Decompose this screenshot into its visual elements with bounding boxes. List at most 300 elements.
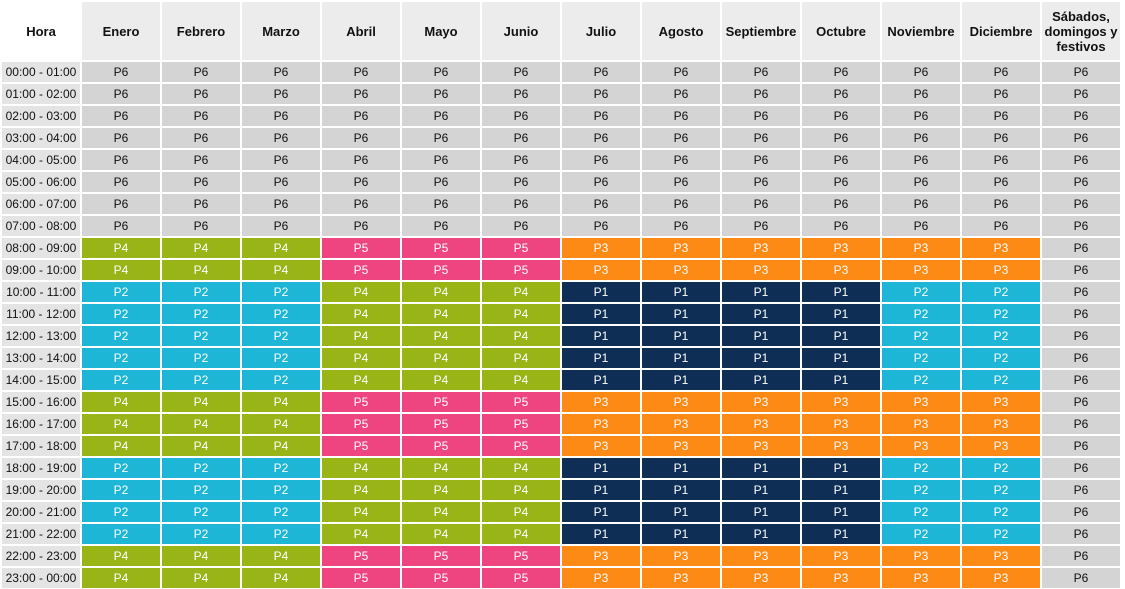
period-cell: P3 — [722, 436, 800, 456]
period-cell: P3 — [642, 238, 720, 258]
period-cell: P6 — [562, 84, 640, 104]
period-cell: P1 — [642, 458, 720, 478]
period-cell: P6 — [802, 128, 880, 148]
period-cell: P4 — [482, 282, 560, 302]
period-cell: P5 — [402, 568, 480, 588]
period-cell: P1 — [722, 502, 800, 522]
header-month-abril: Abril — [322, 2, 400, 60]
period-cell: P5 — [482, 238, 560, 258]
period-cell: P6 — [82, 84, 160, 104]
period-cell: P6 — [1042, 436, 1120, 456]
period-cell: P6 — [642, 150, 720, 170]
period-cell: P6 — [482, 62, 560, 82]
period-cell: P6 — [1042, 282, 1120, 302]
period-cell: P5 — [322, 260, 400, 280]
period-cell: P3 — [962, 238, 1040, 258]
period-cell: P3 — [722, 238, 800, 258]
period-cell: P5 — [322, 392, 400, 412]
period-cell: P1 — [562, 502, 640, 522]
period-cell: P4 — [82, 414, 160, 434]
period-cell: P3 — [802, 546, 880, 566]
period-cell: P6 — [402, 216, 480, 236]
period-cell: P2 — [82, 480, 160, 500]
period-cell: P3 — [562, 546, 640, 566]
period-cell: P4 — [482, 326, 560, 346]
period-cell: P4 — [242, 260, 320, 280]
period-cell: P6 — [802, 150, 880, 170]
period-cell: P6 — [162, 84, 240, 104]
header-month-octubre: Octubre — [802, 2, 880, 60]
period-cell: P5 — [322, 436, 400, 456]
period-cell: P6 — [722, 62, 800, 82]
period-cell: P2 — [162, 370, 240, 390]
period-cell: P2 — [82, 304, 160, 324]
period-cell: P4 — [242, 414, 320, 434]
period-cell: P6 — [562, 172, 640, 192]
period-cell: P1 — [722, 458, 800, 478]
header-month-diciembre: Diciembre — [962, 2, 1040, 60]
period-cell: P2 — [82, 502, 160, 522]
period-cell: P4 — [482, 524, 560, 544]
period-cell: P2 — [962, 348, 1040, 368]
period-cell: P2 — [162, 458, 240, 478]
period-cell: P1 — [642, 502, 720, 522]
header-month-julio: Julio — [562, 2, 640, 60]
hour-label: 09:00 - 10:00 — [2, 260, 80, 280]
period-cell: P2 — [242, 304, 320, 324]
period-cell: P3 — [802, 392, 880, 412]
period-cell: P3 — [562, 568, 640, 588]
period-cell: P6 — [322, 194, 400, 214]
period-cell: P6 — [642, 84, 720, 104]
period-cell: P4 — [402, 348, 480, 368]
period-cell: P6 — [642, 128, 720, 148]
period-cell: P2 — [162, 480, 240, 500]
period-cell: P4 — [482, 370, 560, 390]
period-cell: P3 — [802, 414, 880, 434]
period-cell: P6 — [1042, 568, 1120, 588]
period-cell: P2 — [962, 304, 1040, 324]
period-cell: P3 — [802, 238, 880, 258]
period-cell: P6 — [482, 128, 560, 148]
hour-label: 03:00 - 04:00 — [2, 128, 80, 148]
hour-label: 05:00 - 06:00 — [2, 172, 80, 192]
period-cell: P2 — [242, 348, 320, 368]
period-cell: P3 — [562, 238, 640, 258]
period-cell: P6 — [642, 62, 720, 82]
period-cell: P1 — [722, 370, 800, 390]
period-cell: P2 — [882, 480, 960, 500]
period-cell: P6 — [482, 216, 560, 236]
period-cell: P1 — [802, 524, 880, 544]
period-cell: P2 — [162, 502, 240, 522]
period-cell: P6 — [82, 106, 160, 126]
period-cell: P4 — [162, 392, 240, 412]
period-cell: P1 — [722, 480, 800, 500]
period-cell: P6 — [1042, 216, 1120, 236]
period-cell: P2 — [882, 348, 960, 368]
period-cell: P3 — [562, 436, 640, 456]
period-cell: P6 — [482, 194, 560, 214]
period-cell: P6 — [962, 216, 1040, 236]
period-cell: P1 — [562, 282, 640, 302]
period-cell: P3 — [642, 392, 720, 412]
period-cell: P6 — [322, 150, 400, 170]
period-cell: P6 — [882, 106, 960, 126]
period-cell: P4 — [82, 436, 160, 456]
period-cell: P4 — [162, 414, 240, 434]
period-cell: P1 — [562, 370, 640, 390]
period-cell: P4 — [322, 326, 400, 346]
period-cell: P6 — [402, 194, 480, 214]
period-cell: P6 — [402, 150, 480, 170]
period-cell: P3 — [722, 392, 800, 412]
period-cell: P4 — [322, 480, 400, 500]
period-cell: P6 — [242, 172, 320, 192]
period-cell: P2 — [962, 370, 1040, 390]
period-cell: P2 — [242, 524, 320, 544]
header-month-septiembre: Septiembre — [722, 2, 800, 60]
period-cell: P6 — [802, 84, 880, 104]
period-cell: P6 — [802, 172, 880, 192]
period-cell: P6 — [882, 150, 960, 170]
period-cell: P6 — [882, 84, 960, 104]
period-cell: P6 — [1042, 128, 1120, 148]
period-cell: P1 — [722, 348, 800, 368]
period-cell: P3 — [802, 436, 880, 456]
period-cell: P6 — [962, 84, 1040, 104]
hour-label: 12:00 - 13:00 — [2, 326, 80, 346]
period-cell: P6 — [722, 150, 800, 170]
period-cell: P6 — [482, 172, 560, 192]
period-cell: P2 — [242, 370, 320, 390]
period-cell: P6 — [402, 172, 480, 192]
period-cell: P6 — [962, 128, 1040, 148]
period-cell: P4 — [402, 370, 480, 390]
period-cell: P4 — [162, 238, 240, 258]
header-hora: Hora — [2, 2, 80, 60]
period-cell: P4 — [82, 238, 160, 258]
period-cell: P6 — [1042, 392, 1120, 412]
period-cell: P2 — [962, 480, 1040, 500]
period-cell: P6 — [722, 106, 800, 126]
period-cell: P1 — [642, 480, 720, 500]
period-cell: P5 — [482, 414, 560, 434]
period-cell: P6 — [722, 216, 800, 236]
period-cell: P6 — [82, 172, 160, 192]
period-cell: P4 — [82, 392, 160, 412]
period-cell: P2 — [242, 480, 320, 500]
period-cell: P3 — [962, 392, 1040, 412]
period-cell: P3 — [882, 392, 960, 412]
period-cell: P6 — [322, 84, 400, 104]
hour-label: 15:00 - 16:00 — [2, 392, 80, 412]
period-cell: P5 — [402, 546, 480, 566]
period-cell: P5 — [322, 238, 400, 258]
hour-label: 20:00 - 21:00 — [2, 502, 80, 522]
period-cell: P6 — [1042, 370, 1120, 390]
period-cell: P2 — [882, 502, 960, 522]
period-cell: P6 — [322, 216, 400, 236]
period-cell: P6 — [882, 194, 960, 214]
period-cell: P2 — [242, 282, 320, 302]
period-cell: P4 — [82, 260, 160, 280]
period-cell: P6 — [242, 84, 320, 104]
period-cell: P3 — [722, 546, 800, 566]
period-cell: P6 — [1042, 150, 1120, 170]
period-cell: P6 — [802, 62, 880, 82]
period-cell: P6 — [482, 150, 560, 170]
period-cell: P4 — [322, 348, 400, 368]
period-cell: P6 — [242, 216, 320, 236]
period-cell: P1 — [642, 326, 720, 346]
period-cell: P6 — [1042, 502, 1120, 522]
period-cell: P6 — [242, 62, 320, 82]
period-cell: P5 — [402, 392, 480, 412]
period-cell: P3 — [882, 436, 960, 456]
period-cell: P6 — [242, 194, 320, 214]
period-cell: P6 — [82, 150, 160, 170]
period-cell: P6 — [162, 194, 240, 214]
period-cell: P1 — [802, 282, 880, 302]
period-cell: P6 — [642, 106, 720, 126]
period-cell: P6 — [722, 172, 800, 192]
header-month-enero: Enero — [82, 2, 160, 60]
period-cell: P3 — [642, 546, 720, 566]
period-cell: P6 — [882, 172, 960, 192]
period-cell: P2 — [82, 370, 160, 390]
period-cell: P5 — [482, 436, 560, 456]
period-cell: P2 — [242, 458, 320, 478]
period-cell: P6 — [642, 216, 720, 236]
period-cell: P6 — [722, 128, 800, 148]
period-cell: P2 — [82, 326, 160, 346]
period-cell: P5 — [482, 568, 560, 588]
period-cell: P4 — [242, 436, 320, 456]
period-cell: P2 — [162, 282, 240, 302]
period-cell: P3 — [882, 568, 960, 588]
period-cell: P2 — [82, 524, 160, 544]
period-cell: P6 — [962, 172, 1040, 192]
hour-label: 06:00 - 07:00 — [2, 194, 80, 214]
period-cell: P6 — [562, 62, 640, 82]
period-cell: P6 — [322, 172, 400, 192]
period-cell: P6 — [1042, 172, 1120, 192]
hour-label: 13:00 - 14:00 — [2, 348, 80, 368]
period-cell: P4 — [242, 238, 320, 258]
period-cell: P2 — [82, 282, 160, 302]
header-month-marzo: Marzo — [242, 2, 320, 60]
header-weekend: Sábados, domingos y festivos — [1042, 2, 1120, 60]
period-cell: P5 — [482, 546, 560, 566]
tariff-period-table — [2, 2, 1120, 588]
period-cell: P6 — [882, 62, 960, 82]
period-cell: P4 — [242, 392, 320, 412]
period-cell: P3 — [722, 414, 800, 434]
period-cell: P4 — [242, 568, 320, 588]
period-cell: P6 — [962, 150, 1040, 170]
period-cell: P3 — [642, 568, 720, 588]
period-cell: P5 — [482, 260, 560, 280]
period-cell: P2 — [82, 348, 160, 368]
hour-label: 18:00 - 19:00 — [2, 458, 80, 478]
period-cell: P6 — [1042, 238, 1120, 258]
period-cell: P3 — [562, 414, 640, 434]
period-cell: P4 — [482, 348, 560, 368]
hour-label: 17:00 - 18:00 — [2, 436, 80, 456]
hour-label: 07:00 - 08:00 — [2, 216, 80, 236]
period-cell: P2 — [162, 348, 240, 368]
period-cell: P2 — [242, 502, 320, 522]
period-cell: P3 — [962, 546, 1040, 566]
period-cell: P1 — [802, 304, 880, 324]
period-cell: P6 — [322, 128, 400, 148]
period-cell: P6 — [1042, 304, 1120, 324]
period-cell: P4 — [82, 546, 160, 566]
period-cell: P1 — [722, 282, 800, 302]
period-cell: P1 — [562, 458, 640, 478]
period-cell: P4 — [482, 458, 560, 478]
period-cell: P6 — [162, 62, 240, 82]
period-cell: P6 — [562, 106, 640, 126]
period-cell: P1 — [802, 348, 880, 368]
period-cell: P6 — [642, 194, 720, 214]
period-cell: P2 — [962, 524, 1040, 544]
period-cell: P6 — [402, 106, 480, 126]
period-cell: P3 — [962, 414, 1040, 434]
period-cell: P6 — [1042, 414, 1120, 434]
period-cell: P6 — [82, 128, 160, 148]
period-cell: P1 — [802, 458, 880, 478]
period-cell: P6 — [722, 84, 800, 104]
period-cell: P2 — [882, 370, 960, 390]
period-cell: P4 — [482, 480, 560, 500]
period-cell: P6 — [722, 194, 800, 214]
period-cell: P4 — [402, 502, 480, 522]
period-cell: P3 — [642, 414, 720, 434]
period-cell: P3 — [642, 436, 720, 456]
period-cell: P4 — [322, 370, 400, 390]
period-cell: P3 — [802, 568, 880, 588]
period-cell: P5 — [402, 436, 480, 456]
period-cell: P1 — [562, 480, 640, 500]
period-cell: P2 — [882, 326, 960, 346]
period-cell: P1 — [802, 502, 880, 522]
hour-label: 14:00 - 15:00 — [2, 370, 80, 390]
period-cell: P5 — [322, 568, 400, 588]
period-cell: P2 — [162, 304, 240, 324]
header-month-noviembre: Noviembre — [882, 2, 960, 60]
period-cell: P6 — [802, 194, 880, 214]
period-cell: P5 — [402, 260, 480, 280]
hour-label: 02:00 - 03:00 — [2, 106, 80, 126]
period-cell: P6 — [802, 106, 880, 126]
period-cell: P6 — [1042, 194, 1120, 214]
period-cell: P2 — [82, 458, 160, 478]
header-month-junio: Junio — [482, 2, 560, 60]
period-cell: P4 — [402, 458, 480, 478]
period-cell: P1 — [802, 480, 880, 500]
period-cell: P6 — [1042, 106, 1120, 126]
period-cell: P1 — [562, 524, 640, 544]
hour-label: 19:00 - 20:00 — [2, 480, 80, 500]
period-cell: P3 — [882, 546, 960, 566]
period-cell: P3 — [562, 392, 640, 412]
hour-label: 21:00 - 22:00 — [2, 524, 80, 544]
period-cell: P3 — [642, 260, 720, 280]
period-cell: P6 — [1042, 480, 1120, 500]
hour-label: 10:00 - 11:00 — [2, 282, 80, 302]
period-cell: P2 — [162, 524, 240, 544]
period-cell: P2 — [962, 458, 1040, 478]
period-cell: P4 — [402, 304, 480, 324]
period-cell: P6 — [162, 216, 240, 236]
period-cell: P2 — [242, 326, 320, 346]
period-cell: P5 — [402, 238, 480, 258]
period-cell: P5 — [322, 546, 400, 566]
header-month-mayo: Mayo — [402, 2, 480, 60]
hour-label: 11:00 - 12:00 — [2, 304, 80, 324]
period-cell: P6 — [562, 150, 640, 170]
period-cell: P2 — [962, 282, 1040, 302]
period-cell: P6 — [1042, 260, 1120, 280]
period-cell: P6 — [482, 84, 560, 104]
period-cell: P3 — [722, 260, 800, 280]
period-cell: P3 — [562, 260, 640, 280]
period-cell: P1 — [562, 348, 640, 368]
period-cell: P6 — [642, 172, 720, 192]
period-cell: P6 — [242, 106, 320, 126]
period-cell: P5 — [402, 414, 480, 434]
period-cell: P4 — [402, 326, 480, 346]
header-month-febrero: Febrero — [162, 2, 240, 60]
hour-label: 16:00 - 17:00 — [2, 414, 80, 434]
period-cell: P3 — [962, 568, 1040, 588]
period-cell: P1 — [722, 524, 800, 544]
hour-label: 04:00 - 05:00 — [2, 150, 80, 170]
period-cell: P4 — [162, 436, 240, 456]
period-cell: P5 — [322, 414, 400, 434]
period-cell: P6 — [802, 216, 880, 236]
period-cell: P1 — [642, 370, 720, 390]
period-cell: P2 — [882, 524, 960, 544]
period-cell: P1 — [562, 304, 640, 324]
period-cell: P4 — [402, 524, 480, 544]
period-cell: P4 — [402, 282, 480, 302]
period-cell: P6 — [1042, 84, 1120, 104]
period-cell: P4 — [242, 546, 320, 566]
period-cell: P6 — [962, 194, 1040, 214]
period-cell: P1 — [562, 326, 640, 346]
period-cell: P6 — [242, 150, 320, 170]
period-cell: P4 — [402, 480, 480, 500]
period-cell: P4 — [322, 524, 400, 544]
period-cell: P5 — [482, 392, 560, 412]
period-cell: P3 — [882, 238, 960, 258]
period-cell: P4 — [322, 282, 400, 302]
period-cell: P6 — [402, 84, 480, 104]
period-cell: P1 — [802, 326, 880, 346]
period-cell: P4 — [482, 502, 560, 522]
period-cell: P4 — [162, 568, 240, 588]
period-cell: P6 — [1042, 326, 1120, 346]
period-cell: P4 — [482, 304, 560, 324]
period-cell: P6 — [242, 128, 320, 148]
period-cell: P3 — [962, 436, 1040, 456]
period-cell: P1 — [722, 326, 800, 346]
period-cell: P6 — [162, 106, 240, 126]
period-cell: P1 — [642, 282, 720, 302]
